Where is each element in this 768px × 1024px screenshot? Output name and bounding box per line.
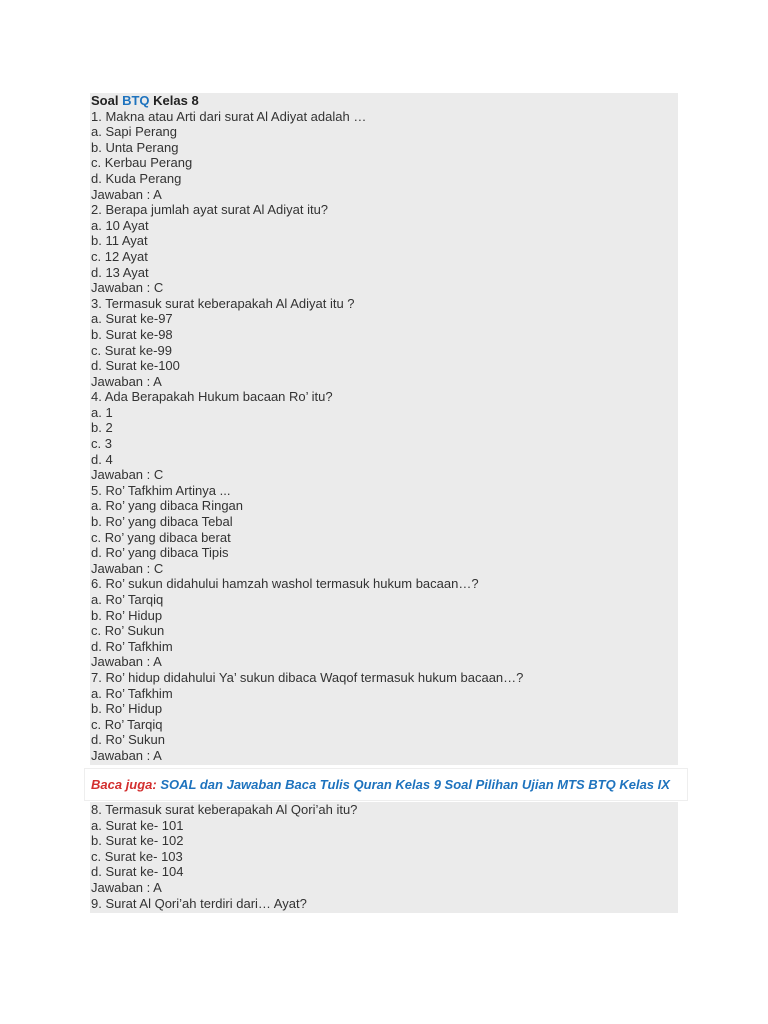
quiz-lines-1 <box>90 109 678 764</box>
option-line: a. 1 <box>91 404 113 420</box>
quiz-block-1 <box>90 93 678 765</box>
answer-line: Jawaban : A <box>91 879 162 895</box>
answer-line: Jawaban : A <box>91 747 162 763</box>
option-line: c. 3 <box>91 436 112 452</box>
option-line: c. 12 Ayat <box>91 248 148 264</box>
answer-line: Jawaban : C <box>91 560 164 576</box>
question-line: 7. Ro’ hidup didahului Ya’ sukun dibaca Waqof termasuk hukum bacaan…? <box>91 669 524 685</box>
option-line: b. Ro’ Hidup <box>91 701 163 717</box>
option-line: c. Surat ke-99 <box>91 342 172 358</box>
related-article-box <box>84 768 688 801</box>
question-line: 8. Termasuk surat keberapakah Al Qori’ah itu? <box>91 802 358 817</box>
related-article-link[interactable]: SOAL dan Jawaban Baca Tulis Quran Kelas 9 Soal Pilihan Ujian MTS BTQ Kelas IX <box>160 777 670 792</box>
option-line: d. Surat ke- 104 <box>91 864 184 880</box>
question-line: 4. Ada Berapakah Hukum bacaan Ro’ itu? <box>91 389 333 405</box>
option-line: a. Ro’ Tarqiq <box>91 592 164 607</box>
option-line: d. Ro’ Sukun <box>91 732 165 748</box>
title-prefix: Soal <box>91 93 119 108</box>
option-line: b. Surat ke- 102 <box>91 833 184 849</box>
option-line: d. Ro’ yang dibaca Tipis <box>91 545 229 561</box>
option-line: a. Ro’ yang dibaca Ringan <box>91 498 244 514</box>
question-line: 1. Makna atau Arti dari surat Al Adiyat adalah … <box>91 108 367 124</box>
question-line: 9. Surat Al Qori’ah terdiri dari… Ayat? <box>91 895 307 911</box>
option-line: b. 11 Ayat <box>91 233 148 249</box>
question-line: 5. Ro’ Tafkhim Artinya ... <box>91 482 231 498</box>
title-highlight: BTQ <box>122 93 150 108</box>
option-line: c. Ro’ yang dibaca berat <box>91 529 231 545</box>
answer-line: Jawaban : A <box>91 654 162 670</box>
option-line: b. Unta Perang <box>91 139 179 155</box>
option-line: a. 10 Ayat <box>91 217 149 233</box>
option-line: a. Ro’ Tafkhim <box>91 685 173 701</box>
answer-line: Jawaban : C <box>91 467 164 483</box>
option-line: a. Surat ke- 101 <box>91 817 184 833</box>
option-line: d. 4 <box>91 451 113 467</box>
option-line: a. Surat ke-97 <box>91 311 173 327</box>
option-line: c. Surat ke- 103 <box>91 848 183 864</box>
question-line: 6. Ro’ sukun didahului hamzah washol termasuk hukum bacaan…? <box>91 576 479 592</box>
option-line: b. Ro’ yang dibaca Tebal <box>91 514 233 530</box>
option-line: b. Ro’ Hidup <box>91 607 163 623</box>
question-line: 2. Berapa jumlah ayat surat Al Adiyat itu? <box>91 202 329 218</box>
answer-line: Jawaban : A <box>91 186 162 202</box>
option-line: d. Surat ke-100 <box>91 358 180 374</box>
option-line: d. Ro’ Tafkhim <box>91 638 173 654</box>
related-lead: Baca juga: <box>91 777 157 792</box>
option-line: b. 2 <box>91 420 113 436</box>
answer-line: Jawaban : A <box>91 373 162 389</box>
option-line: c. Ro’ Sukun <box>91 623 165 639</box>
question-line: 3. Termasuk surat keberapakah Al Adiyat itu ? <box>91 295 355 311</box>
option-line: c. Ro’ Tarqiq <box>91 716 163 732</box>
quiz-lines-2 <box>90 802 678 911</box>
title-suffix: Kelas 8 <box>153 93 199 108</box>
quiz-block-2 <box>90 802 678 913</box>
option-line: a. Sapi Perang <box>91 124 178 140</box>
option-line: b. Surat ke-98 <box>91 326 173 342</box>
option-line: d. Kuda Perang <box>91 170 182 186</box>
option-line: d. 13 Ayat <box>91 264 149 280</box>
answer-line: Jawaban : C <box>91 280 164 296</box>
option-line: c. Kerbau Perang <box>91 155 193 171</box>
page-title <box>90 93 678 109</box>
